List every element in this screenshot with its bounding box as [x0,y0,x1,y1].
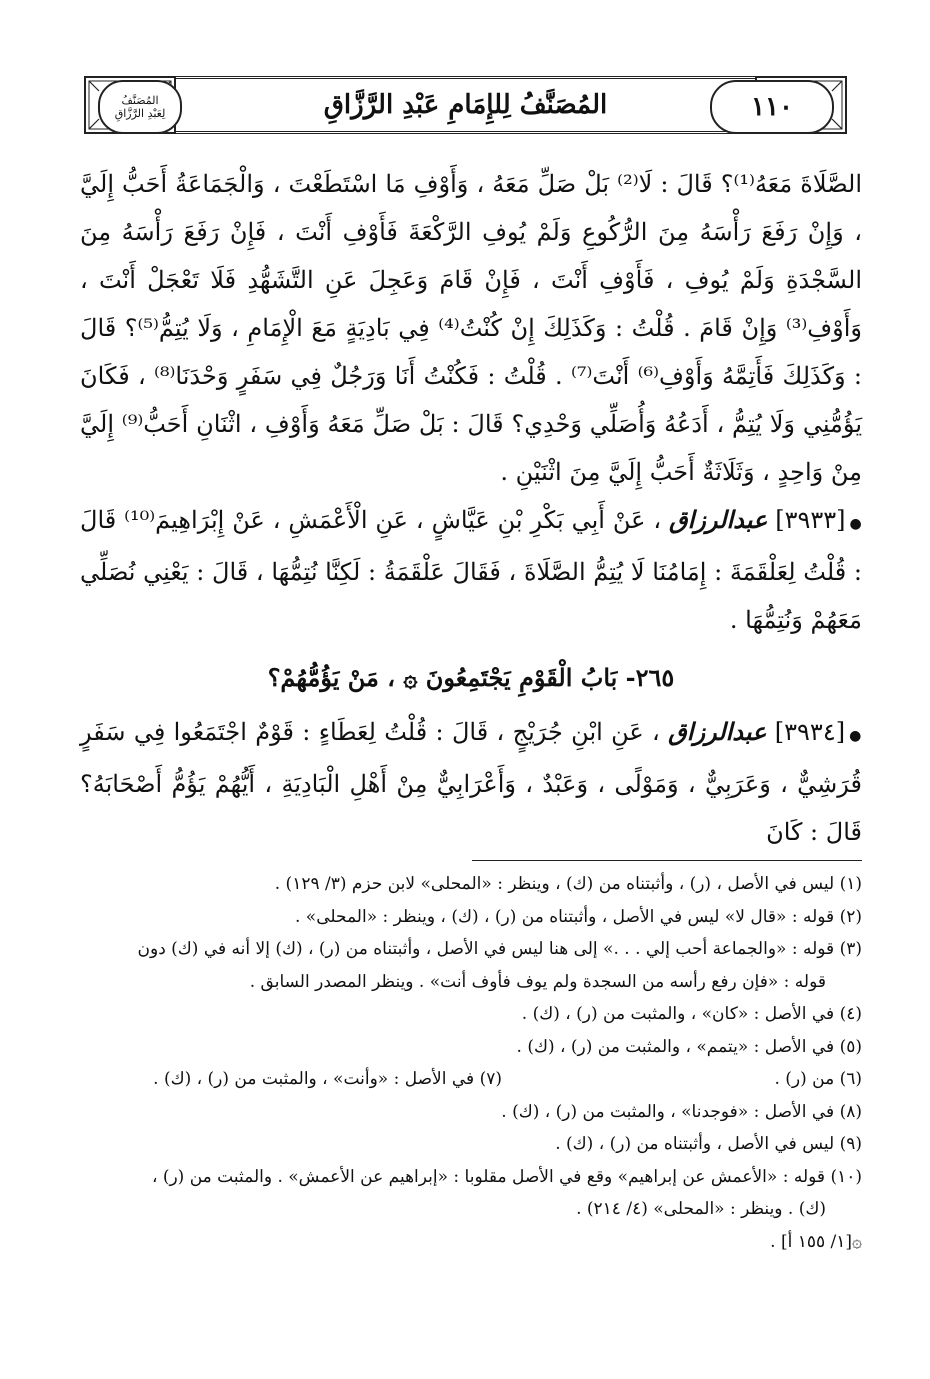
hadith-3934 [80,708,862,856]
manuscript-folio-ref: ۞[١/ ١٥٥ أ] . [770,1231,862,1252]
footnote-divider [472,860,862,861]
footnote-6: (٦) من (ر) . [774,1069,862,1089]
footnote-10-continued: (ك) . وينظر : «المحلى» (٤/ ٢١٤) . [576,1199,826,1219]
bullet-icon: ● [849,516,863,532]
main-text [80,160,862,856]
footnote-3-continued: قوله : «فإن رفع رأسه من السجدة ولم يوف فأوف أنت» . وينظر المصدر السابق . [249,971,826,992]
page-number: ١١٠ [710,80,834,134]
hadith-text: ، عَنِ ابْنِ جُرَيْجٍ ، قَالَ : قُلْتُ لِعَطَاءٍ : قَوْمٌ اجْتَمَعُوا فِي سَفَرٍ قُرَشِيٌّ ، وَعَرَبِيٌّ ، وَمَوْلًى ، وَعَبْدٌ ، وَأَعْرَابِيٌّ مِنْ أَهْلِ الْبَادِيَةِ ، أَيُّهُمْ يَؤُمُّ أَصْحَابَهُ؟ قَالَ : كَانَ [80,718,862,846]
book-seal-logo [98,80,182,134]
footnote-4: (٤) في الأصل : «كان» ، والمثبت من (ر) ، (ك) . [521,1004,862,1024]
hadith-number: [٣٩٣٣] [775,506,846,534]
hadith-number: [٣٩٣٤] [774,718,846,746]
hadith-3933 [80,496,862,644]
footnote-3: (٣) قوله : «والجماعة أحب إلي . . .» إلى هنا ليس في الأصل ، وأثبتناه من (ر) ، (ك) إلا أنه في (ك) دون [137,939,862,959]
seal-line-1: المُصَنَّفُ [121,94,159,107]
footnote-5: (٥) في الأصل : «يتمم» ، والمثبت من (ر) ، (ك) . [516,1036,862,1057]
footnote-row-6-7 [80,1063,862,1096]
bullet-icon: ● [849,728,862,744]
footnote-9: (٩) ليس في الأصل ، وأثبتناه من (ر) ، (ك) . [555,1134,862,1154]
chapter-heading: ٢٦٥- بَابُ الْقَوْمِ يَجْتَمِعُونَ ۞ ، مَنْ يَؤُمُّهُمْ؟ [267,663,675,692]
paragraph-continuation: الصَّلَاةَ مَعَهُ⁽¹⁾؟ قَالَ : لَا⁽²⁾ بَلْ صَلِّ مَعَهُ ، وَأَوْفِ مَا اسْتَطَعْتَ ، وَالْجَمَاعَةُ أَحَبُّ إِلَيَّ ، وَإِنْ رَفَعَ رَأْسَهُ مِنَ الرُّكُوعِ وَلَمْ يُوفِ الرَّكْعَةَ فَأَوْفِ أَنْتَ ، فَإِنْ رَفَعَ رَأْسَهُ مِنَ السَّجْدَةِ وَلَمْ يُوفِ ، فَأَوْفِ أَنْتَ ، فَإِنْ قَامَ وَعَجِلَ عَنِ التَّشَهُّدِ فَلَا تَعْجَلْ أَنْتَ ، وَأَوْفِ⁽³⁾ وَإِنْ قَامَ . قُلْتُ : وَكَذَلِكَ إِنْ كُنْتُ⁽⁴⁾ فِي بَادِيَةٍ مَعَ الْإِمَامِ ، وَلَا يُتِمُّ⁽⁵⁾؟ قَالَ : وَكَذَلِكَ فَأَتِمَّهُ وَأَوْفِ⁽⁶⁾ أَنْتَ⁽⁷⁾ . قُلْتُ : فَكُنْتُ أَنَا وَرَجُلٌ فِي سَفَرٍ وَحْدَنَا⁽⁸⁾ ، فَكَانَ يَؤُمُّنِي وَلَا يُتِمُّ ، أَدَعُهُ وَأُصَلِّي وَحْدِي؟ قَالَ : بَلْ صَلِّ مَعَهُ وَأَوْفِ ، اثْنَانِ أَحَبُّ⁽⁹⁾ إِلَيَّ مِنْ وَاحِدٍ ، وَثَلَاثَةٌ أَحَبُّ إِلَيَّ مِنَ اثْنَيْنِ . [80,170,863,486]
footnote-1: (١) ليس في الأصل ، (ر) ، وأثبتناه من (ك) ، وينظر : «المحلى» لابن حزم (٣/ ١٢٩) . [274,874,862,894]
footnote-7: (٧) في الأصل : «وأنت» ، والمثبت من (ر) ، (ك) . [153,1069,502,1089]
narrator-name: عبدالرزاق [668,717,767,746]
narrator-name: عبدالرزاق [669,505,768,534]
footnote-8: (٨) في الأصل : «فوجدنا» ، والمثبت من (ر) ، (ك) . [501,1101,862,1122]
footnotes [80,868,862,1258]
hadith-text: ، عَنْ أَبِي بَكْرِ بْنِ عَيَّاشٍ ، عَنِ الْأَعْمَشِ ، عَنْ إِبْرَاهِيمَ⁽¹⁰⁾ قَالَ : قُلْتُ لِعَلْقَمَةَ : إِمَامُنَا لَا يُتِمُّ الصَّلَاةَ ، فَقَالَ عَلْقَمَةُ : لَكِنَّا نُتِمُّهَا ، قَالَ : يَعْنِي نُصَلِّي مَعَهُمْ وَنُتِمُّهَا . [80,506,862,634]
footnote-2: (٢) قوله : «قال لا» ليس في الأصل ، وأثبتناه من (ر) ، (ك) ، وينظر : «المحلى» . [294,906,862,927]
seal-line-2: لِعَبْدِ الرَّزَّاقِ [114,107,166,120]
footnote-10: (١٠) قوله : «الأعمش عن إبراهيم» وقع في الأصل مقلوبا : «إبراهيم عن الأعمش» . والمثبت من (ر) ، [151,1166,862,1187]
book-title: المُصَنَّفُ لِلإِمَامِ عَبْدِ الرَّزَّاقِ [323,90,608,120]
header-title-band [176,76,755,134]
